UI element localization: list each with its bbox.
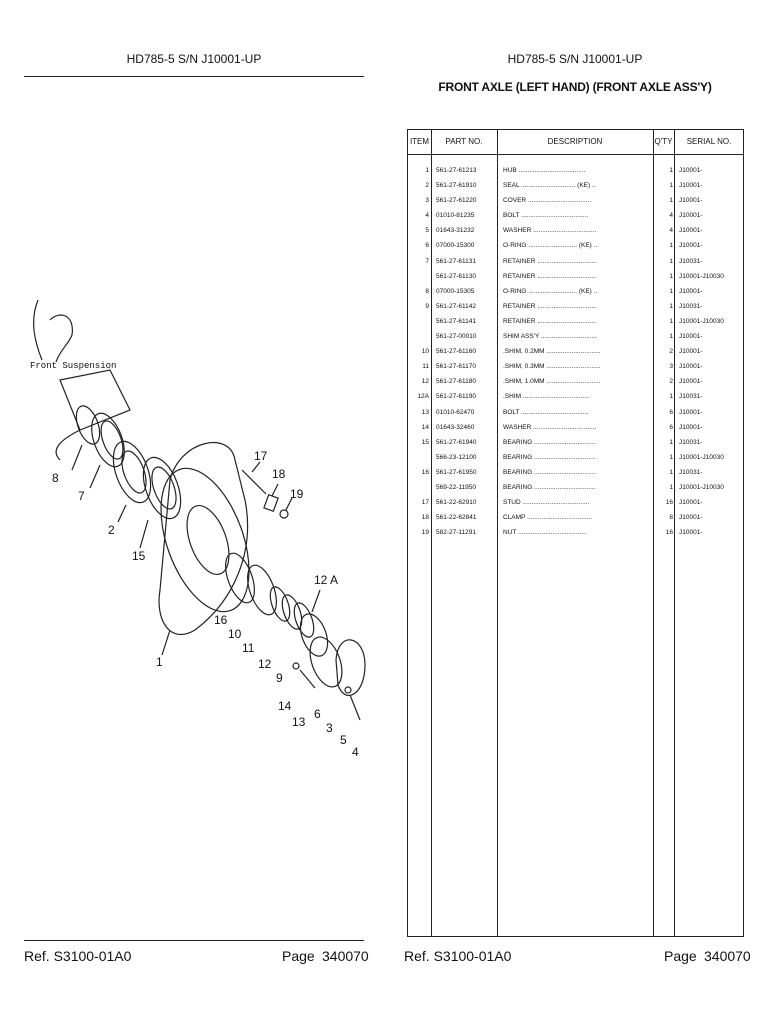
part-no-cell: 01643-31232 [436, 227, 475, 235]
item-cell: 5 [425, 227, 429, 235]
left-footer-page-label: Page [282, 948, 315, 964]
serial-no-cell: J10001- [679, 499, 703, 507]
header-serial-no: SERIAL NO. [686, 137, 732, 146]
description-cell: BEARING .................................. [503, 453, 596, 461]
callout-16: 16 [214, 613, 228, 627]
item-cell: 2 [425, 182, 429, 190]
description-cell: RETAINER ................................. [503, 317, 597, 325]
item-cell: 13 [421, 408, 429, 416]
part-no-cell: 566-23-12100 [436, 453, 477, 461]
serial-no-cell: J10031- [679, 302, 703, 310]
part-no-cell: 582-27-11291 [436, 529, 476, 537]
serial-no-cell: J10001- [679, 333, 703, 341]
table-row [408, 284, 743, 299]
serial-no-cell: J10001- [679, 529, 703, 537]
description-cell: .SHIM ..................................... [503, 393, 590, 401]
callout-5: 5 [340, 733, 347, 747]
right-footer-page-label: Page [664, 948, 697, 964]
item-cell: 8 [425, 287, 429, 295]
table-row [408, 208, 743, 223]
qty-cell: 1 [669, 302, 673, 310]
part-no-cell: 01010-81235 [436, 212, 475, 220]
table-row [408, 344, 743, 359]
serial-no-cell: J10001- [679, 212, 703, 220]
part-no-cell: 561-22-62910 [436, 499, 477, 507]
callout-1: 1 [156, 655, 163, 669]
qty-cell: 2 [669, 378, 673, 386]
callout-18: 18 [272, 467, 286, 481]
table-row [408, 405, 743, 420]
front-suspension-label: Front Suspension [30, 361, 117, 371]
item-cell: 12 [421, 378, 429, 386]
qty-cell: 1 [669, 468, 673, 476]
serial-no-cell: J10001- [679, 242, 703, 250]
callout-2: 2 [108, 523, 115, 537]
serial-no-cell: J10001- [679, 227, 703, 235]
callout-12: 12 [258, 657, 272, 671]
part-no-cell: 561-27-61131 [436, 257, 476, 265]
left-page-model-header: HD785-5 S/N J10001-UP [126, 52, 262, 66]
part-no-cell: 561-27-61910 [436, 182, 477, 190]
item-cell: 14 [421, 423, 429, 431]
table-row [408, 389, 743, 404]
qty-cell: 16 [665, 499, 673, 507]
table-body [408, 163, 743, 540]
description-cell: NUT ...................................... [503, 529, 587, 537]
table-row [408, 420, 743, 435]
part-no-cell: 561-27-61141 [436, 317, 476, 325]
serial-no-cell: J10031- [679, 468, 703, 476]
header-qty: Q'TY [654, 137, 673, 146]
part-no-cell: 561-27-61950 [436, 468, 477, 476]
exploded-parts-diagram [20, 300, 380, 780]
header-description: DESCRIPTION [547, 137, 603, 146]
table-row [408, 223, 743, 238]
serial-no-cell: J10031- [679, 438, 703, 446]
description-cell: HUB ..................................... [503, 167, 586, 174]
serial-no-cell: J10031- [679, 257, 703, 265]
page-title: FRONT AXLE (LEFT HAND) (FRONT AXLE ASS'Y) [438, 80, 712, 94]
table-row [408, 510, 743, 525]
qty-cell: 1 [669, 167, 673, 174]
serial-no-cell: J10001- [679, 514, 703, 522]
description-cell: BOLT ..................................... [503, 408, 589, 416]
callout-19: 19 [290, 487, 304, 501]
table-row [408, 435, 743, 450]
description-cell: SHIM ASS'Y ............................... [503, 333, 597, 341]
right-footer-page-number: 340070 [704, 948, 751, 964]
description-cell: COVER ................................... [503, 197, 592, 205]
callout-6: 6 [314, 707, 321, 721]
part-no-cell: 561-27-61130 [436, 272, 476, 280]
item-cell: 10 [421, 348, 429, 356]
serial-no-cell: J10001-J10030 [679, 483, 724, 491]
item-cell: 12A [417, 393, 429, 401]
description-cell: .SHIM, 0.3MM .............................. [503, 363, 601, 371]
part-no-cell: 561-27-61220 [436, 197, 477, 205]
item-cell: 19 [421, 529, 429, 537]
table-row [408, 450, 743, 465]
part-no-cell: 561-27-61213 [436, 167, 477, 174]
qty-cell: 1 [669, 333, 673, 341]
serial-no-cell: J10001- [679, 167, 703, 174]
serial-no-cell: J10001- [679, 408, 703, 416]
part-no-cell: 01010-62470 [436, 408, 475, 416]
serial-no-cell: J10001- [679, 287, 703, 295]
item-cell: 4 [425, 212, 429, 220]
item-cell: 7 [425, 257, 429, 265]
qty-cell: 1 [669, 257, 673, 265]
item-cell: 15 [421, 438, 429, 446]
description-cell: BEARING .................................. [503, 483, 596, 491]
qty-cell: 1 [669, 438, 673, 446]
item-cell: 17 [421, 499, 429, 507]
serial-no-cell: J10001- [679, 423, 703, 431]
qty-cell: 1 [669, 182, 673, 190]
table-row [408, 193, 743, 208]
part-no-cell: 561-27-61142 [436, 302, 476, 310]
table-row [408, 329, 743, 344]
description-cell: WASHER ................................... [503, 227, 597, 235]
serial-no-cell: J10031- [679, 393, 703, 401]
part-no-cell: 561-27-61180 [436, 378, 476, 386]
table-row [408, 163, 743, 178]
left-header-rule [24, 76, 364, 77]
serial-no-cell: J10001- [679, 363, 703, 371]
item-cell: 3 [425, 197, 429, 205]
callout-11: 11 [242, 641, 255, 655]
qty-cell: 4 [669, 212, 673, 220]
header-part-no: PART NO. [445, 137, 483, 146]
table-row [408, 238, 743, 253]
table-row [408, 465, 743, 480]
callout-9: 9 [276, 671, 283, 685]
part-no-cell: 07000-15300 [436, 242, 475, 250]
left-footer-ref: Ref. S3100-01A0 [24, 948, 132, 964]
qty-cell: 1 [669, 453, 673, 461]
part-no-cell: 561-27-00010 [436, 333, 477, 341]
item-cell: 16 [421, 468, 429, 476]
description-cell: CLAMP .................................... [503, 514, 593, 522]
serial-no-cell: J10001-J10030 [679, 453, 724, 461]
table-row [408, 314, 743, 329]
table-row [408, 299, 743, 314]
qty-cell: 16 [665, 529, 673, 537]
right-page-model-header: HD785-5 S/N J10001-UP [507, 52, 643, 66]
qty-cell: 1 [669, 197, 673, 205]
part-no-cell: 561-22-62841 [436, 514, 477, 522]
item-cell: 11 [422, 363, 429, 371]
item-cell: 6 [425, 242, 429, 250]
description-cell: O-RING ........................... (KE) .. [503, 242, 598, 250]
table-row [408, 374, 743, 389]
description-cell: SEAL .............................. (KE) .. [503, 182, 596, 190]
callout-15: 15 [132, 549, 146, 563]
description-cell: O-RING ........................... (KE) .. [503, 287, 598, 295]
table-row [408, 480, 743, 495]
part-no-cell: 561-27-61190 [436, 393, 476, 401]
left-footer-rule [24, 940, 364, 941]
serial-no-cell: J10001-J10030 [679, 272, 724, 280]
table-row [408, 495, 743, 510]
callout-13: 13 [292, 715, 306, 729]
callout-12a: 12 A [314, 573, 339, 587]
serial-no-cell: J10001- [679, 182, 703, 190]
description-cell: .SHIM, 0.2MM .............................. [503, 348, 601, 356]
item-cell: 9 [425, 302, 429, 310]
description-cell: BEARING .................................. [503, 468, 596, 476]
description-cell: BEARING .................................. [503, 438, 596, 446]
table-row [408, 269, 743, 284]
part-no-cell: 07000-15305 [436, 287, 475, 295]
callout-8: 8 [52, 471, 59, 485]
callout-17: 17 [254, 449, 268, 463]
callout-7: 7 [78, 489, 85, 503]
description-cell: STUD ..................................... [503, 499, 590, 507]
qty-cell: 1 [669, 272, 673, 280]
description-cell: RETAINER ................................. [503, 257, 597, 265]
serial-no-cell: J10001- [679, 197, 703, 205]
qty-cell: 2 [669, 348, 673, 356]
header-divider [408, 154, 743, 155]
callout-10: 10 [228, 627, 242, 641]
table-row [408, 254, 743, 269]
qty-cell: 1 [669, 483, 673, 491]
part-no-cell: 561-27-61160 [436, 348, 476, 356]
callout-3: 3 [326, 721, 333, 735]
callout-4: 4 [352, 745, 359, 759]
table-row [408, 178, 743, 193]
parts-table [407, 129, 744, 937]
part-no-cell: 01643-32460 [436, 423, 475, 431]
table-row [408, 359, 743, 374]
serial-no-cell: J10001- [679, 348, 703, 356]
serial-no-cell: J10001-J10030 [679, 317, 724, 325]
table-row [408, 525, 743, 540]
qty-cell: 1 [669, 393, 673, 401]
left-footer-page-number: 340070 [322, 948, 369, 964]
description-cell: BOLT ..................................... [503, 212, 589, 220]
part-no-cell: 569-22-11950 [436, 483, 476, 491]
qty-cell: 6 [669, 408, 673, 416]
qty-cell: 6 [669, 423, 673, 431]
qty-cell: 1 [669, 287, 673, 295]
description-cell: WASHER ................................... [503, 423, 597, 431]
part-no-cell: 561-27-61940 [436, 438, 477, 446]
header-item: ITEM [409, 137, 430, 146]
qty-cell: 3 [669, 363, 673, 371]
description-cell: .SHIM, 1.0MM .............................. [503, 378, 601, 386]
part-no-cell: 561-27-61170 [436, 363, 476, 371]
right-footer-ref: Ref. S3100-01A0 [404, 948, 512, 964]
item-cell: 1 [425, 167, 429, 174]
qty-cell: 1 [669, 317, 673, 325]
description-cell: RETAINER ................................. [503, 272, 597, 280]
qty-cell: 1 [669, 242, 673, 250]
qty-cell: 8 [669, 514, 673, 522]
serial-no-cell: J10001- [679, 378, 703, 386]
qty-cell: 4 [669, 227, 673, 235]
description-cell: RETAINER ................................. [503, 302, 597, 310]
callout-14: 14 [278, 699, 292, 713]
item-cell: 18 [421, 514, 429, 522]
